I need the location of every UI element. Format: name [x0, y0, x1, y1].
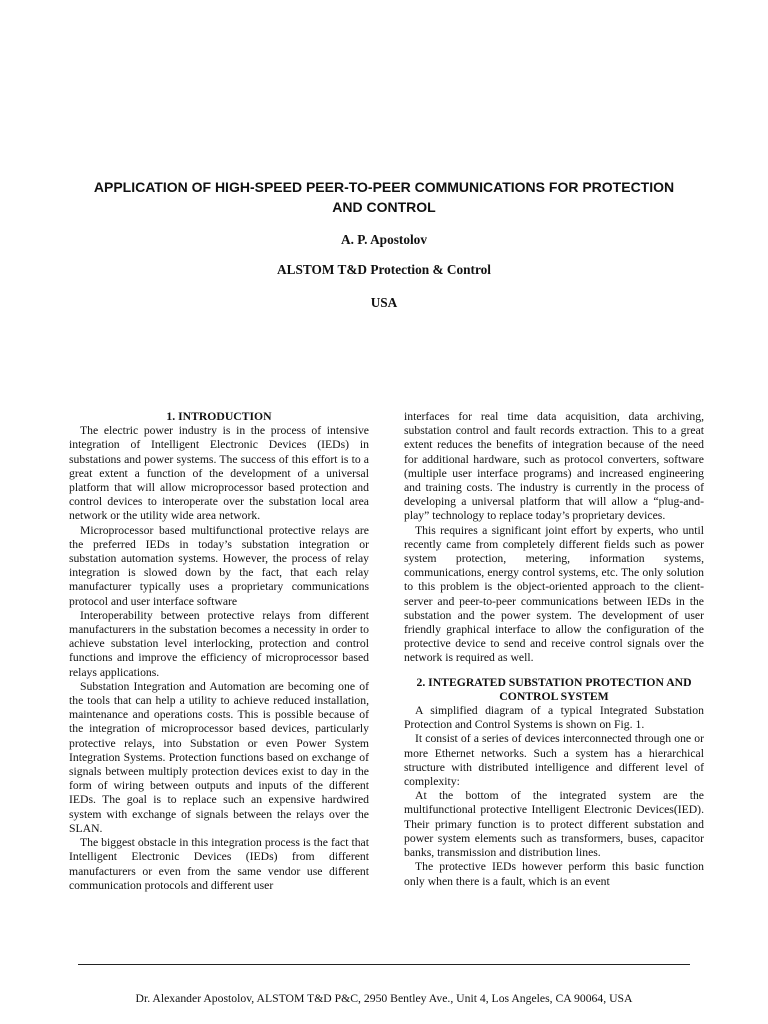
footer-divider — [78, 964, 690, 965]
section-heading-introduction: 1. INTRODUCTION — [166, 410, 272, 423]
paragraph: At the bottom of the integrated system are the multifunctional protective Intelligent Electronic Devices(IED). Their primary function is to protect different substation and power system elements such as transformers, buses, capacitor banks, transmission and distribution lines. — [404, 789, 704, 860]
affiliation: ALSTOM T&D Protection & Control — [277, 262, 491, 277]
paragraph: It consist of a series of devices interconnected through one or more Ethernet networks. Such a system has a hierarchical structure with distributed intelligence and different level of complexity: — [404, 732, 704, 789]
right-column — [404, 410, 704, 889]
paragraph: The electric power industry is in the process of intensive integration of Intelligent Electronic Devices (IEDs) in substations and power systems. The success of this effort is to a great extent a function of the development of a universal platform that will allow microprocessor based protection and control devices to interoperate over the substation local area network or the utility wide area network. — [69, 424, 369, 523]
paragraph: The biggest obstacle in this integration process is the fact that Intelligent Electronic Devices (IEDs) from different manufacturers or even from the same vendor use different communication protocols and different user — [69, 836, 369, 892]
author-name: A. P. Apostolov — [341, 232, 427, 247]
country: USA — [370, 295, 398, 310]
paragraph: Interoperability between protective relays from different manufacturers in the substation becomes a necessity in order to achieve substation level interlocking, protection and control functions and improve the efficiency of microprocessor based relays applications. — [69, 608, 369, 679]
paragraph: interfaces for real time data acquisition, data archiving, substation control and fault records extraction. This to a great extent reduces the benefits of integration because of the need for additional hardware, such as protocol converters, software (multiple user interface programs) and increased engineering and training costs. The industry is currently in the process of developing a universal platform that will allow a “plug-and-play” technology to replace today’s proprietary devices. — [404, 410, 704, 523]
paragraph: This requires a significant joint effort by experts, who until recently came from completely different fields such as power system protection, metering, information systems, communications, energy control systems, etc. The only solution to this problem is the object-oriented approach to the client-server and peer-to-peer communications between IEDs in the substation and the power system. The development of user friendly graphical interface to allow the configuration of the protective device to send and receive control signals over the network is required as well. — [404, 523, 704, 665]
paragraph: Substation Integration and Automation are becoming one of the tools that can help a utility to achieve reduced installation, maintenance and operations costs. This is possible because of the integration of microprocessor based devices, particularly protective relays, into Substation or even Power System Integration Systems. Protection functions based on exchange of signals between multiply protection devices exist to day in the form of wiring between outputs and inputs of the different IEDs. The goal is to replace such an expensive hardwired system with exchange of signals between the relays over the SLAN. — [69, 679, 369, 835]
paragraph: A simplified diagram of a typical Integrated Substation Protection and Control Systems is shown on Fig. 1. — [404, 704, 704, 732]
paper-title: APPLICATION OF HIGH-SPEED PEER-TO-PEER COMMUNICATIONS FOR PROTECTION AND CONTROL — [93, 179, 675, 215]
paragraph: Microprocessor based multifunctional protective relays are the preferred IEDs in today’s substation integration or substation automation systems. However, the process of relay integration is slowed down by the fact, that each relay manufacturer typically uses a proprietary communications protocol and user interface software — [69, 523, 369, 608]
footer-address: Dr. Alexander Apostolov, ALSTOM T&D P&C, 2950 Bentley Ave., Unit 4, Los Angeles, CA 90064, USA — [135, 992, 633, 1005]
paragraph: The protective IEDs however perform this basic function only when there is a fault, which is an event — [404, 860, 704, 888]
section-heading-integrated-system: 2. INTEGRATED SUBSTATION PROTECTION AND CONTROL SYSTEM — [416, 675, 692, 703]
left-column — [69, 410, 369, 893]
